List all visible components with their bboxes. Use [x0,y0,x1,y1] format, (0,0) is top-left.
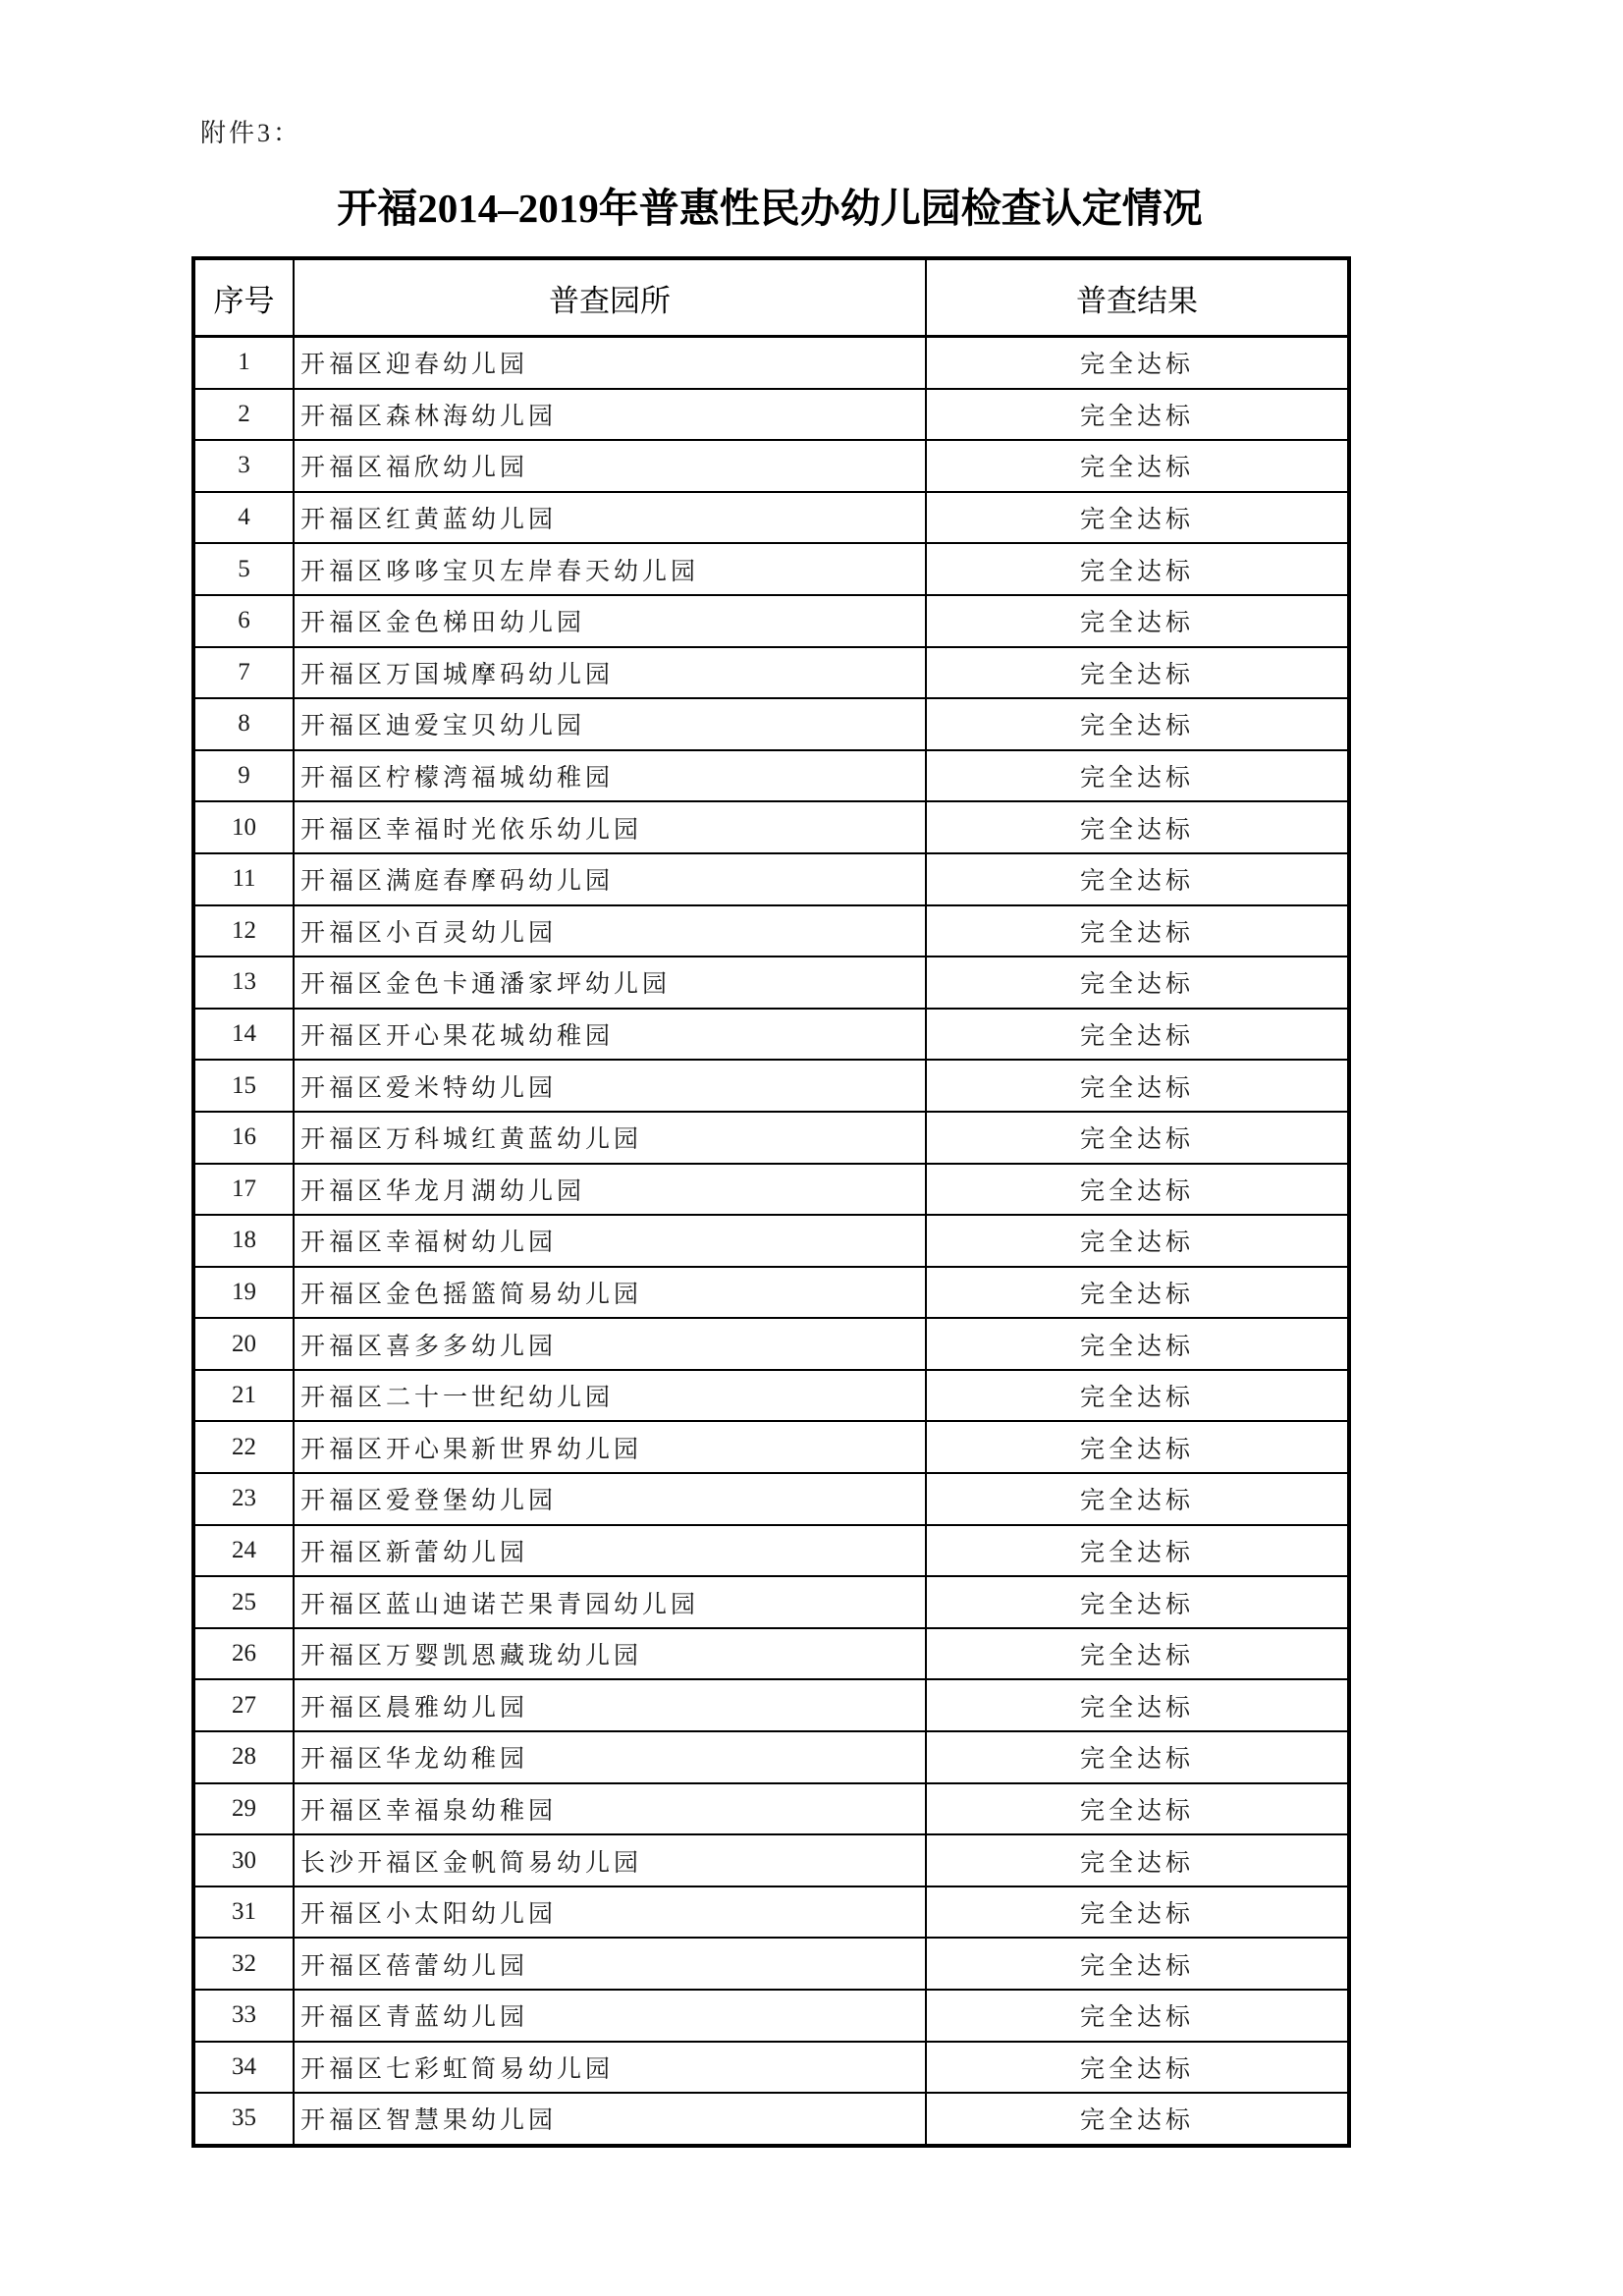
column-header-name: 普查园所 [294,258,926,337]
row-index: 25 [193,1576,294,1628]
row-index: 9 [193,750,294,802]
inspection-result: 完全达标 [926,698,1349,750]
row-index: 16 [193,1112,294,1164]
table-row [193,1009,1349,1061]
inspection-result: 完全达标 [926,543,1349,595]
table-row [193,1886,1349,1939]
table-row [193,750,1349,802]
kindergarten-name: 开福区万国城摩码幼儿园 [294,647,926,699]
inspection-result: 完全达标 [926,1628,1349,1680]
kindergarten-name: 开福区金色摇篮简易幼儿园 [294,1267,926,1319]
table-row [193,1938,1349,1990]
kindergarten-name: 开福区红黄蓝幼儿园 [294,492,926,544]
row-index: 4 [193,492,294,544]
kindergarten-name: 开福区开心果花城幼稚园 [294,1009,926,1061]
inspection-result: 完全达标 [926,1679,1349,1731]
row-index: 21 [193,1370,294,1422]
inspection-result: 完全达标 [926,1576,1349,1628]
row-index: 28 [193,1731,294,1783]
kindergarten-name: 开福区幸福时光依乐幼儿园 [294,801,926,853]
table-row [193,957,1349,1009]
kindergarten-name: 开福区开心果新世界幼儿园 [294,1421,926,1473]
inspection-result: 完全达标 [926,853,1349,905]
table-row [193,905,1349,957]
row-index: 15 [193,1060,294,1112]
table-row [193,1628,1349,1680]
kindergarten-name: 开福区小太阳幼儿园 [294,1886,926,1939]
row-index: 32 [193,1938,294,1990]
row-index: 6 [193,595,294,647]
inspection-result: 完全达标 [926,1473,1349,1525]
table-row [193,1267,1349,1319]
row-index: 12 [193,905,294,957]
table-header [193,258,1349,337]
table-row [193,2042,1349,2094]
document-title: 开福2014–2019年普惠性民办幼儿园检查认定情况 [337,186,1203,231]
table-row [193,853,1349,905]
row-index: 19 [193,1267,294,1319]
inspection-result: 完全达标 [926,1886,1349,1939]
kindergarten-name: 开福区森林海幼儿园 [294,389,926,441]
kindergarten-name: 开福区爱登堡幼儿园 [294,1473,926,1525]
table-row [193,1834,1349,1886]
table-row [193,1370,1349,1422]
inspection-result: 完全达标 [926,1834,1349,1886]
table-row [193,1318,1349,1370]
kindergarten-name: 开福区哆哆宝贝左岸春天幼儿园 [294,543,926,595]
table-row [193,543,1349,595]
table-row [193,1731,1349,1783]
inspection-result: 完全达标 [926,1370,1349,1422]
inspection-result: 完全达标 [926,801,1349,853]
column-header-result: 普查结果 [926,258,1349,337]
inspection-result: 完全达标 [926,957,1349,1009]
inspection-results-table [191,256,1351,2148]
row-index: 10 [193,801,294,853]
row-index: 3 [193,440,294,492]
table-row [193,801,1349,853]
kindergarten-name: 开福区青蓝幼儿园 [294,1990,926,2042]
row-index: 30 [193,1834,294,1886]
inspection-result: 完全达标 [926,389,1349,441]
table-row [193,1421,1349,1473]
row-index: 8 [193,698,294,750]
kindergarten-name: 开福区爱米特幼儿园 [294,1060,926,1112]
kindergarten-name: 开福区智慧果幼儿园 [294,2093,926,2146]
row-index: 33 [193,1990,294,2042]
row-index: 26 [193,1628,294,1680]
table-row [193,1576,1349,1628]
row-index: 34 [193,2042,294,2094]
attachment-label: 附件3： [200,119,302,147]
inspection-result: 完全达标 [926,1783,1349,1835]
kindergarten-name: 开福区蓝山迪诺芒果青园幼儿园 [294,1576,926,1628]
row-index: 29 [193,1783,294,1835]
kindergarten-name: 开福区迎春幼儿园 [294,337,926,389]
kindergarten-name: 开福区迪爱宝贝幼儿园 [294,698,926,750]
table-row [193,1112,1349,1164]
inspection-result: 完全达标 [926,1938,1349,1990]
inspection-result: 完全达标 [926,1009,1349,1061]
row-index: 11 [193,853,294,905]
kindergarten-name: 开福区金色梯田幼儿园 [294,595,926,647]
table-row [193,647,1349,699]
kindergarten-name: 开福区七彩虹简易幼儿园 [294,2042,926,2094]
kindergarten-name: 长沙开福区金帆简易幼儿园 [294,1834,926,1886]
row-index: 35 [193,2093,294,2146]
inspection-result: 完全达标 [926,337,1349,389]
inspection-result: 完全达标 [926,492,1349,544]
kindergarten-name: 开福区华龙月湖幼儿园 [294,1164,926,1216]
inspection-result: 完全达标 [926,1267,1349,1319]
table-row [193,440,1349,492]
inspection-result: 完全达标 [926,1990,1349,2042]
table-row [193,337,1349,389]
table-row [193,1060,1349,1112]
kindergarten-name: 开福区蓓蕾幼儿园 [294,1938,926,1990]
row-index: 7 [193,647,294,699]
row-index: 14 [193,1009,294,1061]
kindergarten-name: 开福区柠檬湾福城幼稚园 [294,750,926,802]
inspection-result: 完全达标 [926,595,1349,647]
row-index: 23 [193,1473,294,1525]
kindergarten-name: 开福区万婴凯恩藏珑幼儿园 [294,1628,926,1680]
table-row [193,1473,1349,1525]
inspection-result: 完全达标 [926,1164,1349,1216]
inspection-result: 完全达标 [926,1318,1349,1370]
header-row [193,258,1349,337]
inspection-result: 完全达标 [926,1731,1349,1783]
kindergarten-name: 开福区小百灵幼儿园 [294,905,926,957]
inspection-result: 完全达标 [926,1215,1349,1267]
column-header-index: 序号 [193,258,294,337]
inspection-result: 完全达标 [926,1060,1349,1112]
table-row [193,1164,1349,1216]
row-index: 13 [193,957,294,1009]
inspection-result: 完全达标 [926,440,1349,492]
inspection-result: 完全达标 [926,2093,1349,2146]
inspection-result: 完全达标 [926,1112,1349,1164]
row-index: 20 [193,1318,294,1370]
row-index: 1 [193,337,294,389]
kindergarten-name: 开福区福欣幼儿园 [294,440,926,492]
inspection-result: 完全达标 [926,1421,1349,1473]
row-index: 2 [193,389,294,441]
table-row [193,1990,1349,2042]
kindergarten-name: 开福区新蕾幼儿园 [294,1525,926,1577]
row-index: 17 [193,1164,294,1216]
table-row [193,2093,1349,2146]
row-index: 24 [193,1525,294,1577]
table-row [193,1525,1349,1577]
table-row [193,389,1349,441]
table-body [193,337,1349,2146]
kindergarten-name: 开福区华龙幼稚园 [294,1731,926,1783]
kindergarten-name: 开福区满庭春摩码幼儿园 [294,853,926,905]
kindergarten-name: 开福区晨雅幼儿园 [294,1679,926,1731]
table-row [193,1679,1349,1731]
kindergarten-name: 开福区幸福树幼儿园 [294,1215,926,1267]
table-row [193,595,1349,647]
row-index: 5 [193,543,294,595]
row-index: 22 [193,1421,294,1473]
kindergarten-name: 开福区喜多多幼儿园 [294,1318,926,1370]
row-index: 18 [193,1215,294,1267]
kindergarten-name: 开福区万科城红黄蓝幼儿园 [294,1112,926,1164]
inspection-result: 完全达标 [926,2042,1349,2094]
table-row [193,698,1349,750]
table-row [193,1215,1349,1267]
row-index: 27 [193,1679,294,1731]
row-index: 31 [193,1886,294,1939]
inspection-result: 完全达标 [926,750,1349,802]
inspection-result: 完全达标 [926,1525,1349,1577]
inspection-result: 完全达标 [926,647,1349,699]
kindergarten-name: 开福区二十一世纪幼儿园 [294,1370,926,1422]
kindergarten-name: 开福区金色卡通潘家坪幼儿园 [294,957,926,1009]
inspection-result: 完全达标 [926,905,1349,957]
table-row [193,492,1349,544]
table-row [193,1783,1349,1835]
kindergarten-name: 开福区幸福泉幼稚园 [294,1783,926,1835]
